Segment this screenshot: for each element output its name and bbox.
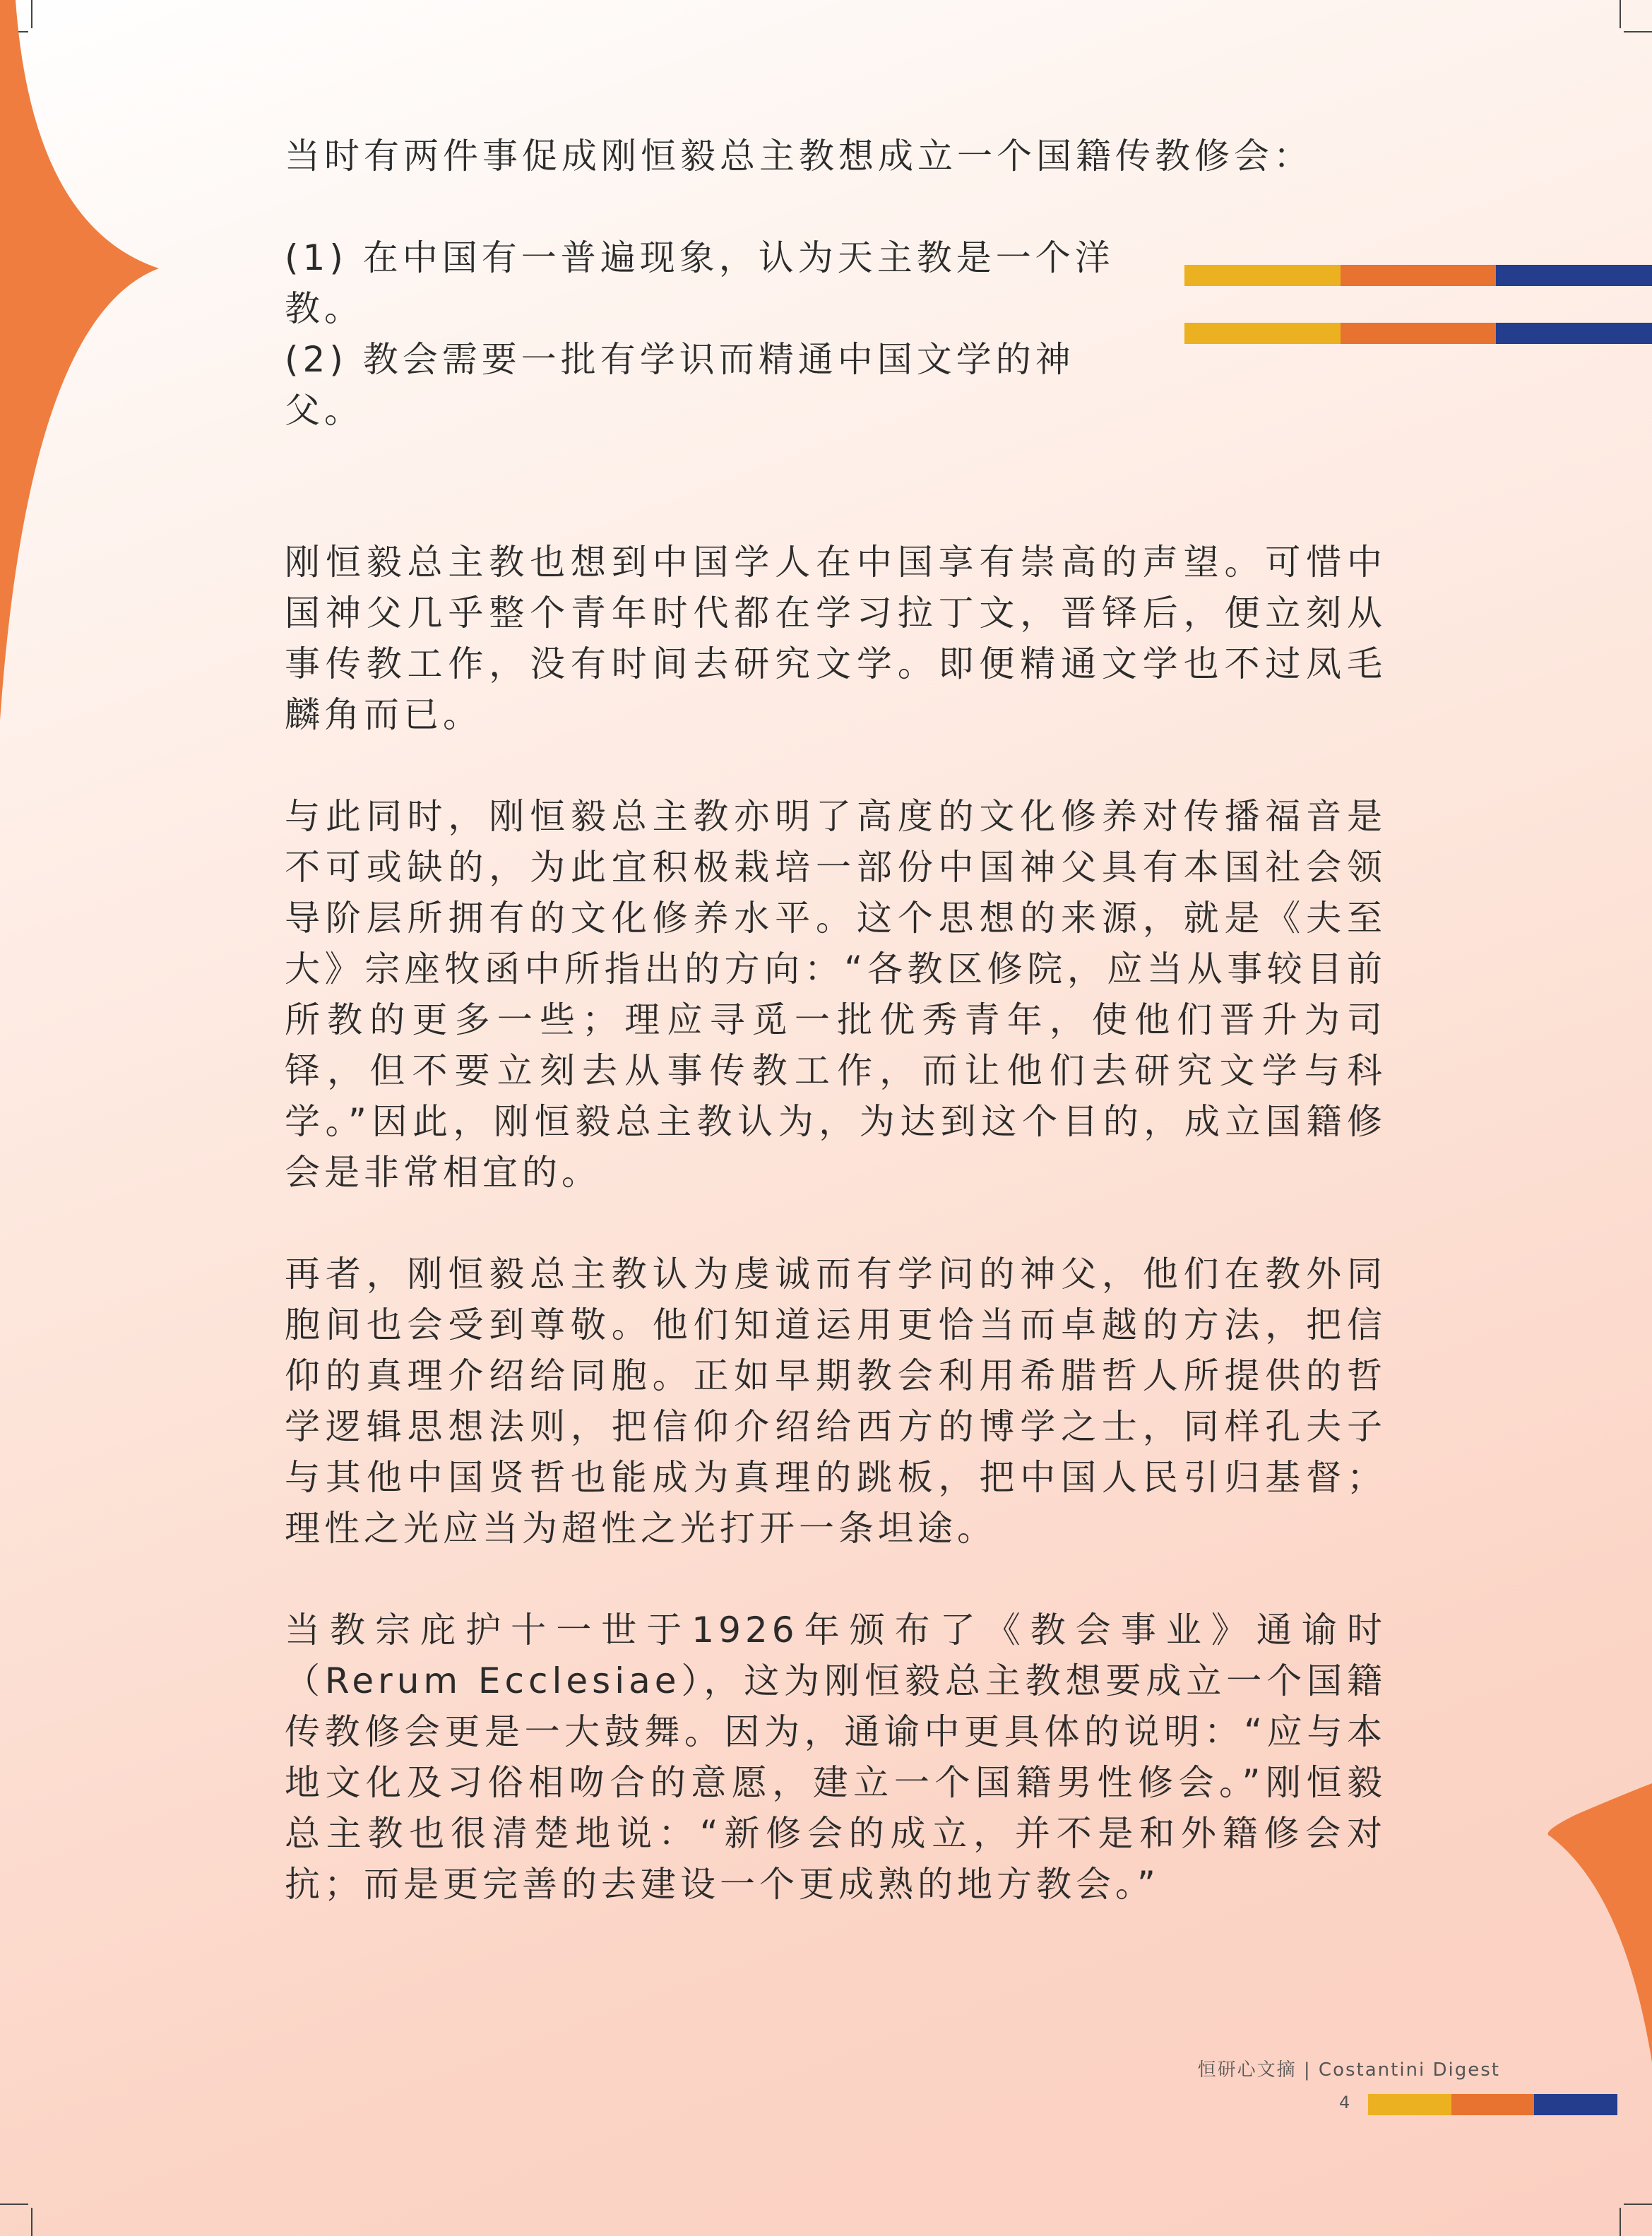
page-number: 4 [1339, 2093, 1350, 2112]
stripe-bar-footer [1368, 2094, 1617, 2115]
paragraph: 再者，刚恒毅总主教认为虔诚而有学问的神父，他们在教外同胞间也会受到尊敬。他们知道运用更恰当而卓越的方法，把信仰的真理介绍给同胞。正如早期教会利用希腊哲人所提供的哲学逻辑思想法则，把信仰介绍给西方的博学之士，同样孔夫子与其他中国贤哲也能成为真理的跳板，把中国人民引归基督；理性之光应当为超性之光打开一条坦途。 [285, 1254, 1386, 1549]
list-item: (1) 在中国有一普遍现象，认为天主教是一个洋教。 [285, 237, 1115, 329]
publication-label: 恒研心文摘 | Costantini Digest [1197, 2059, 1500, 2081]
paragraph: 当教宗庇护十一世于1926年颁布了《教会事业》通谕时（Rerum Ecclesiae），这为刚恒毅总主教想要成立一个国籍传教修会更是一大鼓舞。因为，通谕中更具体的说明：“应与本地文化及习俗相吻合的意愿，建立一个国籍男性修会。”刚恒毅总主教也很清楚地说：“新修会的成立，并不是和外籍修会对抗；而是更完善的去建设一个更成熟的地方教会。” [285, 1610, 1386, 1905]
paragraph: 刚恒毅总主教也想到中国学人在中国享有崇高的声望。可惜中国神父几乎整个青年时代都在学习拉丁文，晋铎后，便立刻从事传教工作，没有时间去研究文学。即便精通文学也不过凤毛麟角而已。 [285, 542, 1386, 735]
paragraph: 与此同时，刚恒毅总主教亦明了高度的文化修养对传播福音是不可或缺的，为此宜积极栽培一部份中国神父具有本国社会领导阶层所拥有的文化修养水平。这个思想的来源，就是《夫至大》宗座牧函中所指出的方向：“各教区修院，应当从事较目前所教的更多一些；理应寻觅一批优秀青年，使他们晋升为司铎，但不要立刻去从事传教工作，而让他们去研究文学与科学。”因此，刚恒毅总主教认为，为达到这个目的，成立国籍修会是非常相宜的。 [285, 796, 1386, 1193]
stripe-navy [1496, 323, 1652, 344]
list-item: (2) 教会需要一批有学识而精通中国文学的神父。 [285, 339, 1075, 431]
stripe-orange [1451, 2094, 1535, 2115]
article-body [285, 131, 1386, 1961]
stripe-yellow [1368, 2094, 1451, 2115]
reason-list [285, 232, 1386, 436]
intro-line: 当时有两件事促成刚恒毅总主教想成立一个国籍传教修会： [285, 136, 1313, 177]
stripe-navy [1534, 2094, 1617, 2115]
stripe-navy [1496, 265, 1652, 286]
